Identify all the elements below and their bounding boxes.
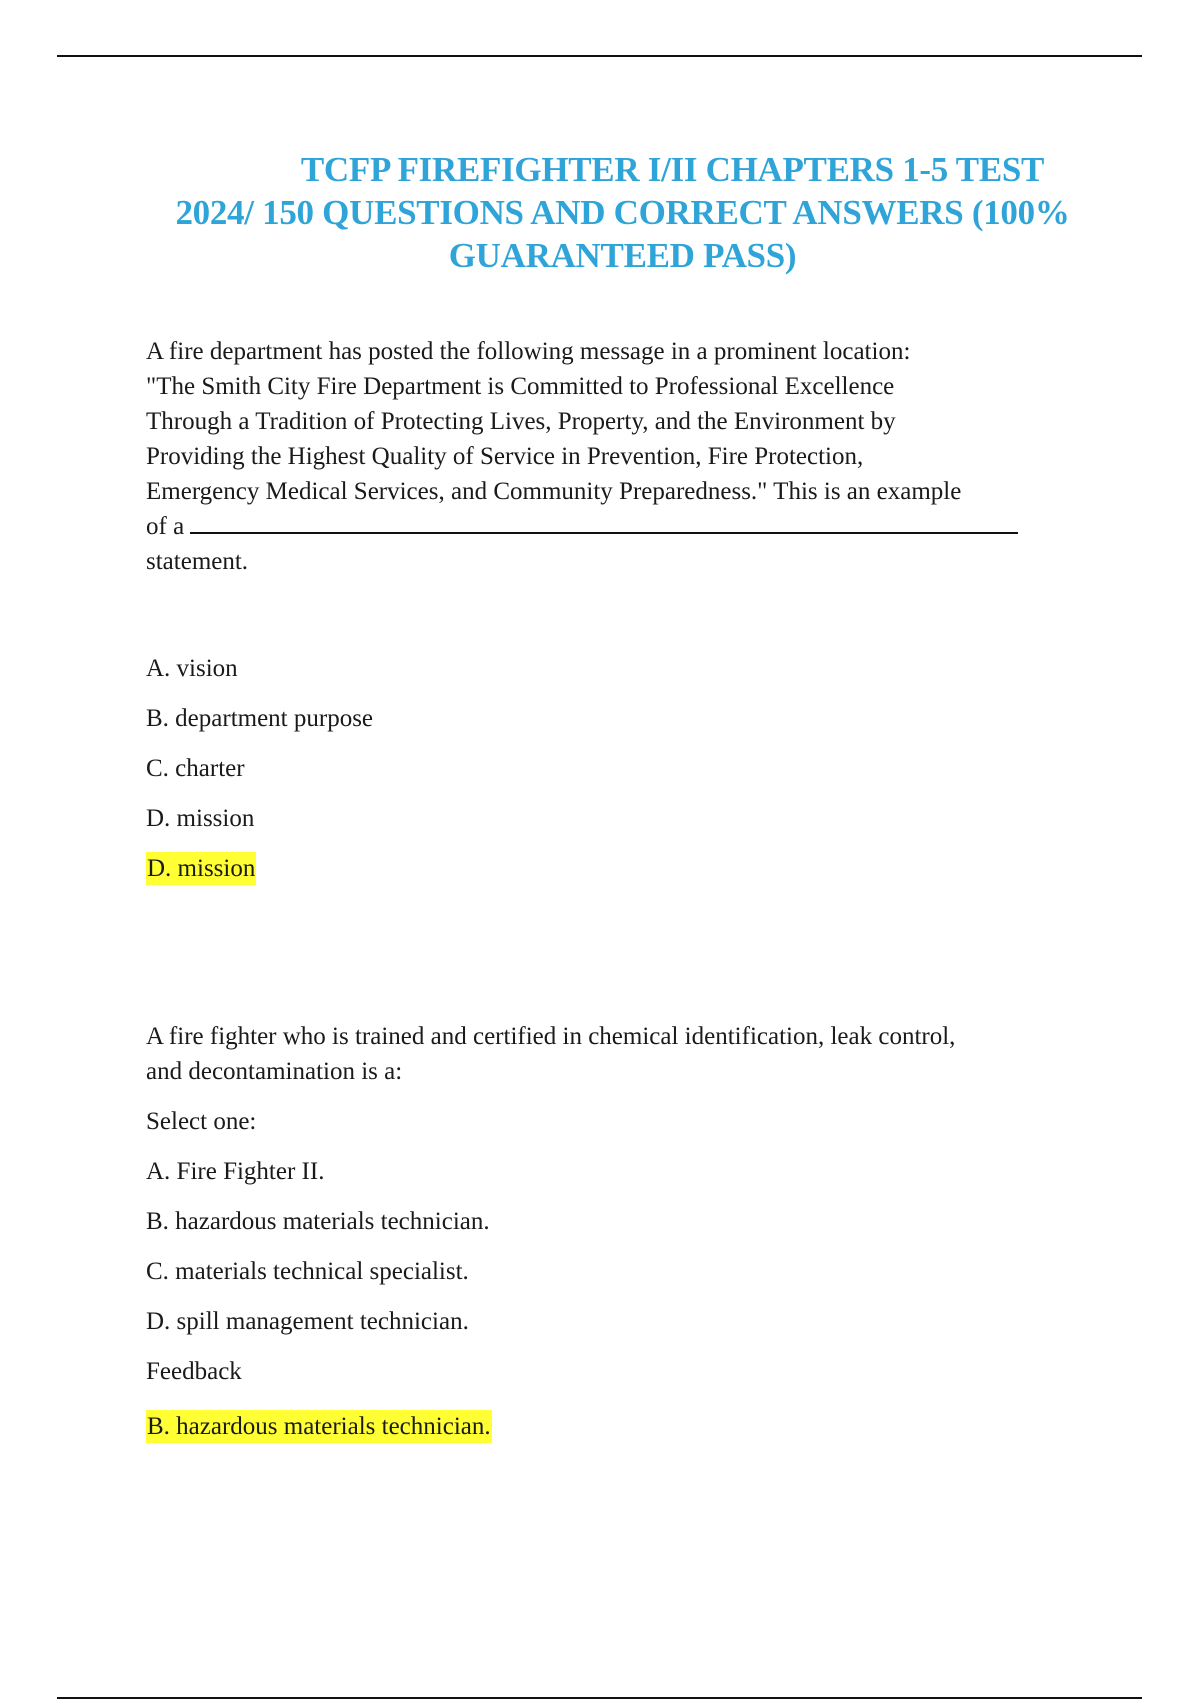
question-2 — [146, 1019, 1076, 1444]
question-1-stem-line: Emergency Medical Services, and Community Preparedness." This is an example — [146, 478, 962, 505]
top-rule — [57, 55, 1142, 57]
select-one-prompt: Select one: — [146, 1108, 257, 1135]
feedback-label: Feedback — [146, 1358, 242, 1385]
blank-suffix: statement. — [146, 548, 249, 575]
document-title — [140, 148, 1105, 277]
document-body — [146, 334, 1076, 1444]
correct-answer-highlight: D. mission — [146, 852, 256, 885]
option-item: A. Fire Fighter II. — [146, 1158, 325, 1185]
question-1-stem-line: "The Smith City Fire Department is Committed to Professional Excellence — [146, 373, 895, 400]
question-1-stem-line: Providing the Highest Quality of Service in Prevention, Fire Protection, — [146, 443, 864, 470]
fill-in-blank — [190, 510, 1018, 534]
question-1-stem-line: Through a Tradition of Protecting Lives, Property, and the Environment by — [146, 408, 896, 435]
title-line-2: 2024/ 150 QUESTIONS AND CORRECT ANSWERS (100% — [175, 193, 1070, 232]
option-item: B. hazardous materials technician. — [146, 1208, 490, 1235]
option-item: C. charter — [146, 755, 245, 782]
question-2-stem — [146, 1019, 1076, 1089]
option-item: D. spill management technician. — [146, 1308, 469, 1335]
blank-prefix: of a — [146, 513, 185, 540]
answer-row — [146, 1409, 1076, 1444]
question-1-stem-line: A fire department has posted the following message in a prominent location: — [146, 338, 911, 365]
question-1-stem — [146, 334, 1076, 579]
answer-row — [146, 851, 1076, 901]
bottom-rule — [57, 1697, 1142, 1699]
title-line-1: TCFP FIREFIGHTER I/II CHAPTERS 1-5 TEST — [300, 150, 1045, 189]
question-1-options — [146, 651, 1076, 901]
option-item: C. materials technical specialist. — [146, 1258, 469, 1285]
title-line-3: GUARANTEED PASS) — [448, 236, 797, 275]
question-1-blank-line — [146, 509, 1076, 544]
option-item: D. mission — [146, 805, 255, 832]
question-2-stem-line: A fire fighter who is trained and certified in chemical identification, leak control, — [146, 1023, 956, 1050]
option-item: A. vision — [146, 655, 238, 682]
correct-answer-highlight: B. hazardous materials technician. — [146, 1410, 492, 1443]
question-2-options — [146, 1154, 1076, 1354]
question-2-stem-line: and decontamination is a: — [146, 1058, 403, 1085]
option-item: B. department purpose — [146, 705, 374, 732]
question-1 — [146, 334, 1076, 901]
